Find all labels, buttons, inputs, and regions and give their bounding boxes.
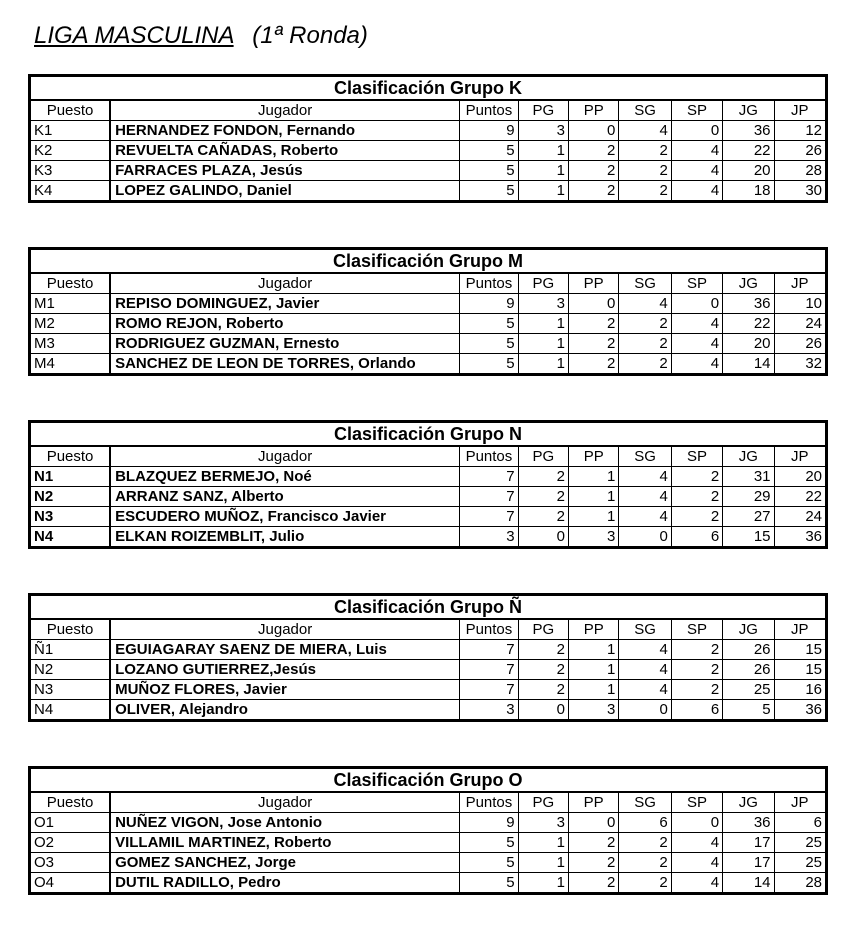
cell-pg: 2 — [518, 467, 568, 487]
cell-puesto: O2 — [30, 833, 111, 853]
cell-jg: 25 — [723, 680, 774, 700]
table-row — [30, 527, 827, 548]
cell-jp: 22 — [774, 487, 826, 507]
cell-jg: 22 — [723, 141, 774, 161]
cell-pg: 1 — [518, 141, 568, 161]
cell-pp: 2 — [569, 334, 619, 354]
cell-sg: 2 — [619, 314, 671, 334]
column-header-sg: SG — [619, 446, 671, 467]
cell-jugador: OLIVER, Alejandro — [110, 700, 460, 721]
column-header-jp: JP — [774, 792, 826, 813]
cell-jugador: ELKAN ROIZEMBLIT, Julio — [110, 527, 460, 548]
group-title: Clasificación Grupo K — [30, 76, 827, 101]
table-row — [30, 314, 827, 334]
cell-jg: 22 — [723, 314, 774, 334]
cell-jugador: RODRIGUEZ GUZMAN, Ernesto — [110, 334, 460, 354]
column-header-pp: PP — [569, 792, 619, 813]
cell-pg: 3 — [518, 813, 568, 833]
page-title — [34, 22, 368, 50]
cell-sp: 4 — [671, 853, 722, 873]
column-header-sp: SP — [671, 446, 722, 467]
column-header-pg: PG — [518, 273, 568, 294]
cell-sp: 4 — [671, 181, 722, 202]
column-header-jg: JG — [723, 619, 774, 640]
page-title-main: LIGA MASCULINA — [34, 22, 234, 49]
cell-jp: 25 — [774, 853, 826, 873]
cell-puesto: N3 — [30, 680, 111, 700]
cell-sg: 4 — [619, 640, 671, 660]
cell-sg: 4 — [619, 294, 671, 314]
cell-pg: 2 — [518, 680, 568, 700]
cell-sp: 2 — [671, 680, 722, 700]
cell-puntos: 5 — [460, 334, 518, 354]
table-row — [30, 487, 827, 507]
cell-pp: 2 — [569, 833, 619, 853]
cell-jg: 26 — [723, 660, 774, 680]
cell-jugador: DUTIL RADILLO, Pedro — [110, 873, 460, 894]
column-header-jp: JP — [774, 619, 826, 640]
cell-jp: 6 — [774, 813, 826, 833]
cell-jg: 17 — [723, 853, 774, 873]
cell-pg: 2 — [518, 507, 568, 527]
cell-puesto: M2 — [30, 314, 111, 334]
cell-puntos: 5 — [460, 354, 518, 375]
cell-puntos: 9 — [460, 121, 518, 141]
cell-jg: 15 — [723, 527, 774, 548]
cell-sg: 0 — [619, 700, 671, 721]
cell-pp: 2 — [569, 354, 619, 375]
table-row — [30, 467, 827, 487]
cell-jg: 29 — [723, 487, 774, 507]
cell-jg: 14 — [723, 873, 774, 894]
cell-sg: 2 — [619, 873, 671, 894]
group-table — [28, 420, 828, 549]
cell-pp: 1 — [569, 640, 619, 660]
cell-jp: 10 — [774, 294, 826, 314]
cell-jugador: MUÑOZ FLORES, Javier — [110, 680, 460, 700]
cell-sg: 4 — [619, 680, 671, 700]
cell-pp: 2 — [569, 873, 619, 894]
column-header-sg: SG — [619, 273, 671, 294]
cell-pg: 3 — [518, 294, 568, 314]
cell-puesto: M1 — [30, 294, 111, 314]
group-title: Clasificación Grupo M — [30, 249, 827, 274]
column-header-pg: PG — [518, 619, 568, 640]
cell-sg: 4 — [619, 507, 671, 527]
column-header-sp: SP — [671, 273, 722, 294]
column-header-sp: SP — [671, 792, 722, 813]
cell-sp: 6 — [671, 527, 722, 548]
cell-jugador: BLAZQUEZ BERMEJO, Noé — [110, 467, 460, 487]
column-header-sg: SG — [619, 619, 671, 640]
cell-jg: 20 — [723, 334, 774, 354]
cell-sg: 2 — [619, 161, 671, 181]
cell-jp: 24 — [774, 507, 826, 527]
column-header-puntos: Puntos — [460, 446, 518, 467]
column-header-puesto: Puesto — [30, 792, 111, 813]
cell-pp: 2 — [569, 141, 619, 161]
cell-puntos: 5 — [460, 853, 518, 873]
cell-pg: 3 — [518, 121, 568, 141]
table-row — [30, 354, 827, 375]
cell-puntos: 5 — [460, 161, 518, 181]
group-title: Clasificación Grupo N — [30, 422, 827, 447]
cell-puntos: 7 — [460, 680, 518, 700]
column-header-jugador: Jugador — [110, 446, 460, 467]
table-row — [30, 640, 827, 660]
column-header-pp: PP — [569, 446, 619, 467]
cell-sg: 6 — [619, 813, 671, 833]
cell-jg: 5 — [723, 700, 774, 721]
cell-pp: 1 — [569, 507, 619, 527]
column-header-puesto: Puesto — [30, 273, 111, 294]
cell-puntos: 5 — [460, 873, 518, 894]
cell-sp: 4 — [671, 161, 722, 181]
table-row — [30, 833, 827, 853]
cell-puesto: M3 — [30, 334, 111, 354]
cell-jp: 26 — [774, 141, 826, 161]
cell-pg: 1 — [518, 873, 568, 894]
cell-puntos: 5 — [460, 141, 518, 161]
cell-jg: 14 — [723, 354, 774, 375]
cell-jg: 17 — [723, 833, 774, 853]
table-row — [30, 660, 827, 680]
column-header-jugador: Jugador — [110, 273, 460, 294]
table-row — [30, 680, 827, 700]
column-header-jg: JG — [723, 792, 774, 813]
column-header-puntos: Puntos — [460, 619, 518, 640]
column-header-jugador: Jugador — [110, 792, 460, 813]
column-header-pg: PG — [518, 100, 568, 121]
cell-puesto: O3 — [30, 853, 111, 873]
page-title-sub: (1ª Ronda) — [252, 22, 368, 49]
cell-jugador: FARRACES PLAZA, Jesús — [110, 161, 460, 181]
cell-pp: 0 — [569, 813, 619, 833]
group-table — [28, 247, 828, 376]
cell-pg: 1 — [518, 161, 568, 181]
cell-sp: 4 — [671, 833, 722, 853]
cell-pg: 1 — [518, 334, 568, 354]
cell-jugador: VILLAMIL MARTINEZ, Roberto — [110, 833, 460, 853]
cell-puntos: 7 — [460, 467, 518, 487]
cell-pp: 0 — [569, 294, 619, 314]
column-header-jg: JG — [723, 273, 774, 294]
cell-pg: 1 — [518, 853, 568, 873]
column-header-jp: JP — [774, 273, 826, 294]
group-table — [28, 593, 828, 722]
cell-puesto: K4 — [30, 181, 111, 202]
cell-sg: 4 — [619, 487, 671, 507]
cell-puesto: N4 — [30, 527, 111, 548]
cell-pp: 3 — [569, 527, 619, 548]
cell-sg: 2 — [619, 833, 671, 853]
cell-puesto: N4 — [30, 700, 111, 721]
cell-puesto: K3 — [30, 161, 111, 181]
cell-puntos: 9 — [460, 294, 518, 314]
cell-sp: 2 — [671, 660, 722, 680]
cell-puesto: K1 — [30, 121, 111, 141]
column-header-puntos: Puntos — [460, 792, 518, 813]
cell-jg: 18 — [723, 181, 774, 202]
cell-pg: 2 — [518, 487, 568, 507]
column-header-jp: JP — [774, 100, 826, 121]
cell-pg: 1 — [518, 181, 568, 202]
table-row — [30, 141, 827, 161]
cell-jugador: REPISO DOMINGUEZ, Javier — [110, 294, 460, 314]
cell-pg: 1 — [518, 314, 568, 334]
column-header-jg: JG — [723, 100, 774, 121]
cell-sp: 0 — [671, 121, 722, 141]
cell-pg: 2 — [518, 660, 568, 680]
table-row — [30, 334, 827, 354]
cell-jp: 28 — [774, 873, 826, 894]
cell-jg: 20 — [723, 161, 774, 181]
cell-pg: 1 — [518, 833, 568, 853]
cell-sg: 2 — [619, 354, 671, 375]
cell-jugador: EGUIAGARAY SAENZ DE MIERA, Luis — [110, 640, 460, 660]
group-title: Clasificación Grupo Ñ — [30, 595, 827, 620]
column-header-jg: JG — [723, 446, 774, 467]
cell-jp: 25 — [774, 833, 826, 853]
cell-puesto: M4 — [30, 354, 111, 375]
cell-sp: 0 — [671, 813, 722, 833]
cell-jg: 31 — [723, 467, 774, 487]
column-header-puntos: Puntos — [460, 273, 518, 294]
column-header-pg: PG — [518, 792, 568, 813]
cell-sp: 4 — [671, 873, 722, 894]
cell-sp: 2 — [671, 467, 722, 487]
column-header-jp: JP — [774, 446, 826, 467]
table-row — [30, 294, 827, 314]
group-title: Clasificación Grupo O — [30, 768, 827, 793]
cell-jp: 24 — [774, 314, 826, 334]
cell-pp: 1 — [569, 487, 619, 507]
column-header-puesto: Puesto — [30, 446, 111, 467]
cell-sp: 2 — [671, 640, 722, 660]
column-header-puntos: Puntos — [460, 100, 518, 121]
cell-jg: 36 — [723, 813, 774, 833]
column-header-sp: SP — [671, 619, 722, 640]
cell-jg: 26 — [723, 640, 774, 660]
table-row — [30, 161, 827, 181]
cell-jugador: ESCUDERO MUÑOZ, Francisco Javier — [110, 507, 460, 527]
group-table — [28, 766, 828, 895]
cell-puntos: 7 — [460, 487, 518, 507]
cell-jp: 15 — [774, 660, 826, 680]
cell-sp: 0 — [671, 294, 722, 314]
cell-puntos: 3 — [460, 700, 518, 721]
table-row — [30, 853, 827, 873]
cell-pp: 2 — [569, 161, 619, 181]
cell-pp: 2 — [569, 181, 619, 202]
cell-jugador: SANCHEZ DE LEON DE TORRES, Orlando — [110, 354, 460, 375]
cell-pp: 2 — [569, 314, 619, 334]
cell-puntos: 5 — [460, 181, 518, 202]
cell-jp: 30 — [774, 181, 826, 202]
table-row — [30, 507, 827, 527]
cell-jg: 27 — [723, 507, 774, 527]
cell-pp: 2 — [569, 853, 619, 873]
cell-jugador: ARRANZ SANZ, Alberto — [110, 487, 460, 507]
cell-puesto: O1 — [30, 813, 111, 833]
cell-puesto: N3 — [30, 507, 111, 527]
table-row — [30, 181, 827, 202]
group-table — [28, 74, 828, 203]
column-header-sg: SG — [619, 792, 671, 813]
cell-puesto: N2 — [30, 487, 111, 507]
cell-jp: 20 — [774, 467, 826, 487]
cell-puesto: N1 — [30, 467, 111, 487]
cell-puntos: 9 — [460, 813, 518, 833]
cell-jugador: ROMO REJON, Roberto — [110, 314, 460, 334]
cell-sp: 4 — [671, 314, 722, 334]
cell-jp: 15 — [774, 640, 826, 660]
cell-jugador: LOPEZ GALINDO, Daniel — [110, 181, 460, 202]
cell-sg: 2 — [619, 334, 671, 354]
column-header-pp: PP — [569, 619, 619, 640]
cell-pp: 1 — [569, 660, 619, 680]
cell-pg: 0 — [518, 700, 568, 721]
cell-jp: 26 — [774, 334, 826, 354]
cell-jugador: GOMEZ SANCHEZ, Jorge — [110, 853, 460, 873]
cell-pg: 1 — [518, 354, 568, 375]
cell-puntos: 7 — [460, 507, 518, 527]
column-header-pp: PP — [569, 100, 619, 121]
cell-puntos: 7 — [460, 640, 518, 660]
cell-sp: 4 — [671, 354, 722, 375]
cell-pp: 0 — [569, 121, 619, 141]
column-header-puesto: Puesto — [30, 100, 111, 121]
cell-pp: 1 — [569, 467, 619, 487]
cell-puesto: K2 — [30, 141, 111, 161]
cell-jp: 28 — [774, 161, 826, 181]
cell-puntos: 5 — [460, 833, 518, 853]
column-header-jugador: Jugador — [110, 100, 460, 121]
cell-puntos: 3 — [460, 527, 518, 548]
cell-sg: 2 — [619, 853, 671, 873]
cell-sp: 2 — [671, 507, 722, 527]
table-row — [30, 121, 827, 141]
cell-pg: 0 — [518, 527, 568, 548]
column-header-pp: PP — [569, 273, 619, 294]
cell-sp: 2 — [671, 487, 722, 507]
column-header-pg: PG — [518, 446, 568, 467]
cell-jp: 36 — [774, 700, 826, 721]
cell-puesto: O4 — [30, 873, 111, 894]
column-header-sg: SG — [619, 100, 671, 121]
table-row — [30, 700, 827, 721]
cell-jp: 32 — [774, 354, 826, 375]
table-row — [30, 873, 827, 894]
cell-sp: 4 — [671, 334, 722, 354]
column-header-jugador: Jugador — [110, 619, 460, 640]
cell-sp: 6 — [671, 700, 722, 721]
table-row — [30, 813, 827, 833]
cell-puesto: Ñ1 — [30, 640, 111, 660]
cell-jg: 36 — [723, 294, 774, 314]
cell-jugador: LOZANO GUTIERREZ,Jesús — [110, 660, 460, 680]
cell-jp: 16 — [774, 680, 826, 700]
cell-puesto: N2 — [30, 660, 111, 680]
cell-jg: 36 — [723, 121, 774, 141]
cell-pp: 3 — [569, 700, 619, 721]
cell-pg: 2 — [518, 640, 568, 660]
cell-sg: 2 — [619, 181, 671, 202]
cell-puntos: 7 — [460, 660, 518, 680]
cell-pp: 1 — [569, 680, 619, 700]
cell-puntos: 5 — [460, 314, 518, 334]
cell-jp: 12 — [774, 121, 826, 141]
column-header-sp: SP — [671, 100, 722, 121]
cell-sg: 0 — [619, 527, 671, 548]
cell-jp: 36 — [774, 527, 826, 548]
cell-jugador: HERNANDEZ FONDON, Fernando — [110, 121, 460, 141]
cell-jugador: NUÑEZ VIGON, Jose Antonio — [110, 813, 460, 833]
cell-sg: 4 — [619, 121, 671, 141]
cell-sg: 2 — [619, 141, 671, 161]
cell-sg: 4 — [619, 467, 671, 487]
cell-sg: 4 — [619, 660, 671, 680]
cell-sp: 4 — [671, 141, 722, 161]
cell-jugador: REVUELTA CAÑADAS, Roberto — [110, 141, 460, 161]
column-header-puesto: Puesto — [30, 619, 111, 640]
